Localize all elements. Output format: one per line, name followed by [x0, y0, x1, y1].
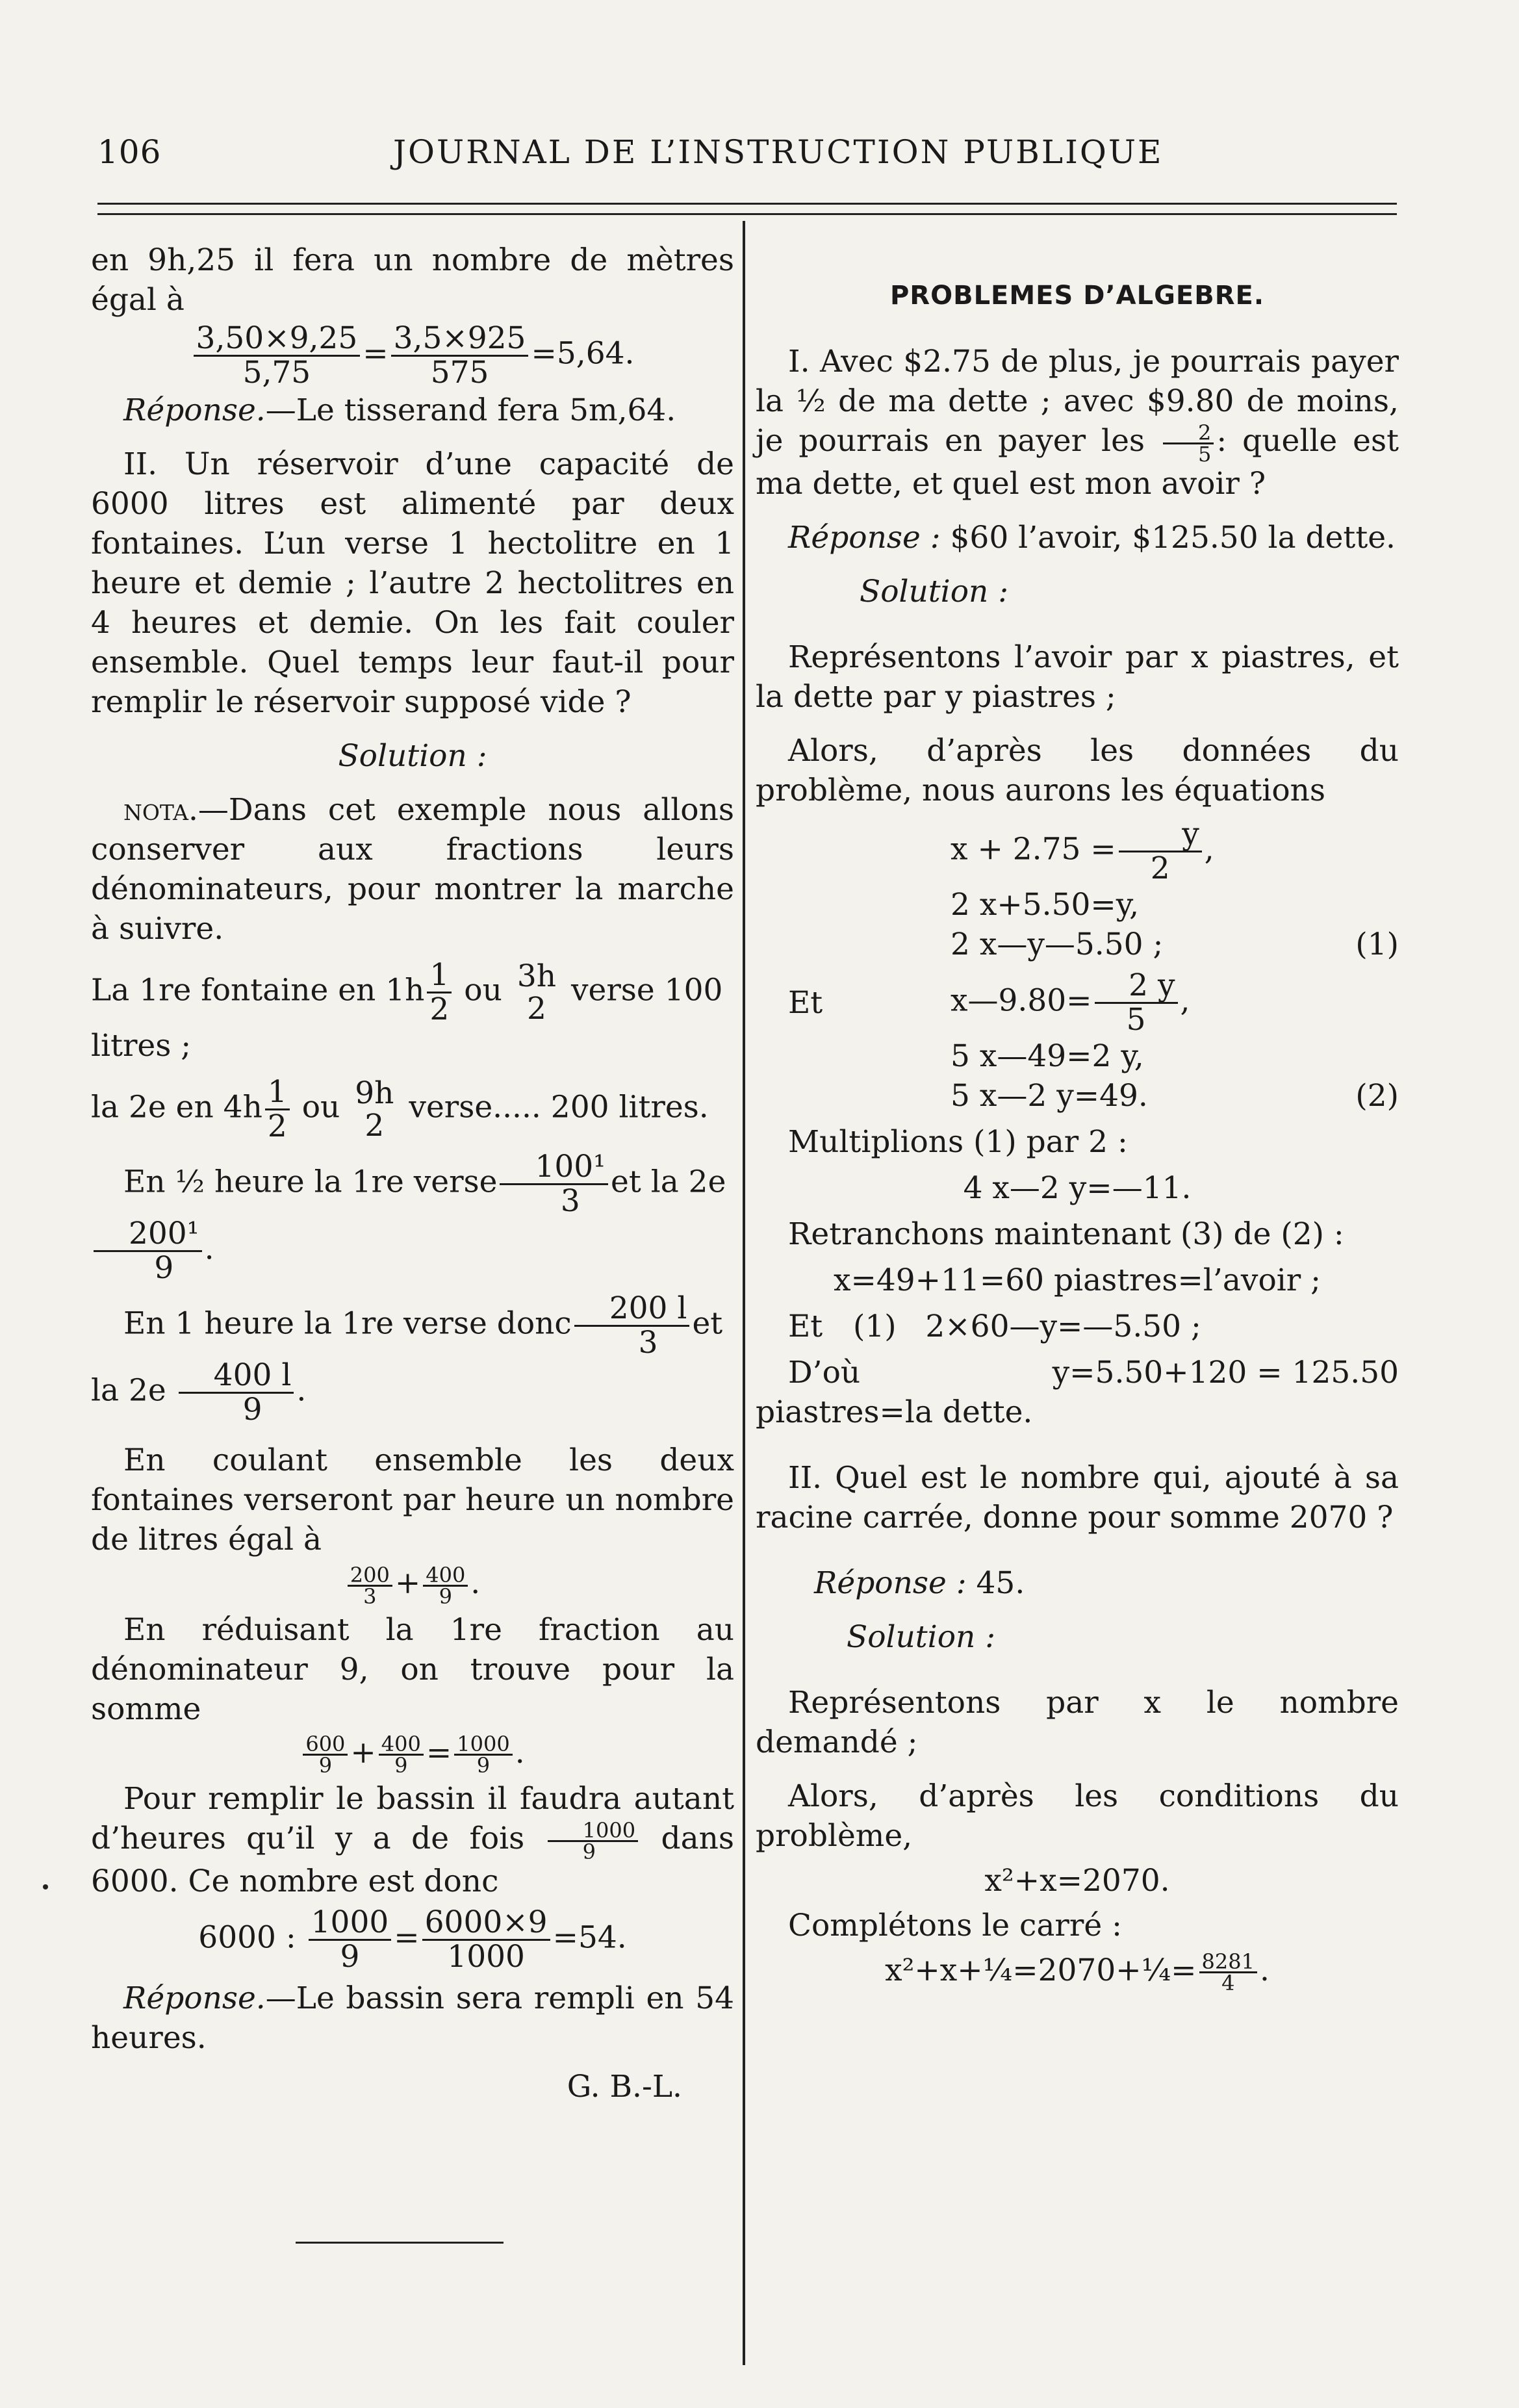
fraction: 3h 2	[517, 958, 556, 1027]
paragraph: Multiplions (1) par 2 :	[788, 1123, 1128, 1160]
equation-number: (1)	[1355, 926, 1399, 962]
equation: x=49+11=60 piastres=l’avoir ;	[833, 1262, 1321, 1298]
line: piastres=la dette.	[756, 1394, 1033, 1430]
column-divider	[743, 221, 745, 2365]
fraction: $\frac{200}{3}$	[348, 1565, 392, 1606]
fraction: $\frac{\text{200¹}}{9}$	[94, 1218, 202, 1285]
fraction: $\frac{1000}{9}$	[548, 1821, 638, 1862]
fraction: $\frac{2 y}{5}$	[1095, 969, 1178, 1036]
fraction: $\frac{1000}{9}$	[454, 1734, 512, 1775]
fraction: $\frac{1}{2}$	[265, 1076, 290, 1143]
problem-statement: I. Avec $2.75 de plus, je pourrais payer la ½ de ma dette ; avec $9.80 de moins, je pourrais en payer les $\frac{2}{5}$ : quelle est ma dette, et quel est mon avoir ?	[756, 344, 1399, 502]
paragraph: En coulant ensemble les deux fontaines verseront par heure un nombre de litres égal à	[91, 1442, 734, 1557]
signature: G. B.-L.	[567, 2068, 682, 2105]
solution-heading: Solution :	[847, 1619, 996, 1655]
equation-row: 5 x—49=2 y,	[951, 1038, 1144, 1074]
running-title: JOURNAL DE L’INSTRUCTION PUBLIQUE	[393, 133, 1164, 171]
answer: Réponse : 45.	[814, 1565, 1025, 1601]
problem-statement: II. Un réservoir d’une capacité de 6000 litres est alimenté par deux fontaines. L’un verse 1 hectolitre en 1 heure et demie ; l’autre 2 hectolitres en 4 heures et demie. On les fait couler ensemble. Quel temps leur faut-il pour remplir le réservoir supposé vide ?	[91, 446, 734, 720]
fraction: $\frac{\text{100¹}}{3}$	[500, 1151, 608, 1218]
equation: 6000 : $\frac{1000}{9}$ = $\frac{6000\times 9}{1000}$ =54.	[198, 1904, 627, 1975]
problem-statement: II. Quel est le nombre qui, ajouté à sa racine carrée, donne pour somme 2070 ?	[756, 1459, 1399, 1535]
paragraph: Représentons par x le nombre demandé ;	[756, 1684, 1399, 1760]
equation: $\frac{3,50\times 9,25}{5,75}$ = $\frac{3,5\times 925}{575}$ =5,64.	[91, 322, 734, 389]
page-number: 106	[97, 133, 162, 171]
answer: Réponse.—Le bassin sera rempli en 54 heures.	[91, 1980, 734, 2056]
solution-heading: Solution :	[338, 738, 487, 774]
fraction: $\frac{1000}{9}$	[309, 1906, 392, 1973]
equation: $\frac{600}{9}$ + $\frac{400}{9}$ = $\frac{1000}{9}$ .	[91, 1733, 734, 1776]
fraction: $\frac{3,5\times 925}{575}$	[391, 322, 529, 389]
end-rule	[296, 2242, 504, 2244]
fraction: $\frac{400 l}{9}$	[179, 1359, 294, 1426]
right-column	[756, 276, 1399, 1993]
fraction: $\frac{3,50\times 9,25}{5,75}$	[194, 322, 361, 389]
left-column	[91, 240, 734, 2107]
fraction: $\frac{2}{5}$	[1163, 423, 1214, 464]
equation-row: 5 x—2 y=49. (2)	[756, 1076, 1399, 1116]
equation-row: 2 x+5.50=y,	[951, 886, 1140, 923]
paragraph: Complétons le carré :	[788, 1907, 1122, 1943]
paragraph: Alors, d’après les conditions du problème,	[756, 1778, 1399, 1854]
fraction: 9h 2	[355, 1075, 394, 1144]
note: nota.—Dans cet exemple nous allons conserver aux fractions leurs dénominateurs, pour montrer la marche à suivre.	[91, 792, 734, 947]
solution-heading: Solution :	[860, 573, 1009, 609]
paragraph: Représentons l’avoir par x piastres, et la dette par y piastres ;	[756, 639, 1399, 715]
line: En ½ heure la 1re verse $\frac{\text{100¹}}{3}$ et la 2e $\frac{\text{200¹}}{9}$ .	[91, 1151, 734, 1285]
equation-row: Et x—9.80= $\frac{2 y}{5}$ ,	[788, 967, 1190, 1038]
paragraph: Alors, d’après les données du problème, nous aurons les équations	[756, 732, 1399, 808]
fraction: $\frac{400}{9}$	[423, 1565, 468, 1606]
fraction: $\frac{600}{9}$	[303, 1734, 348, 1775]
fraction: $\frac{1}{2}$	[427, 959, 452, 1026]
equation: x²+x=2070.	[984, 1862, 1170, 1899]
fraction: $\frac{6000\times 9}{1000}$	[422, 1906, 550, 1973]
equation-row: Et (1) 2×60—y=—5.50 ;	[788, 1308, 1201, 1344]
equation: x²+x+¼=2070+¼= $\frac{8281}{4}$ .	[885, 1949, 1270, 1995]
equation-row: 2 x—y—5.50 ; (1)	[756, 925, 1399, 964]
equation: 4 x—2 y=—11.	[963, 1170, 1192, 1206]
fraction: $\frac{400}{9}$	[379, 1734, 424, 1775]
fraction: $\frac{200 l}{3}$	[574, 1292, 690, 1359]
equation-number: (2)	[1355, 1077, 1399, 1114]
header-rule-top	[97, 203, 1397, 205]
margin-dot	[43, 1884, 48, 1889]
paragraph: Pour remplir le bassin il faudra autant d’heures qu’il y a de fois $\frac{1000}{9}$ dans 6000. Ce nombre est donc	[91, 1781, 734, 1899]
line: La 1re fontaine en 1h $\frac{1}{2}$ ou 3h 2 verse 100 litres ;	[91, 957, 723, 1064]
section-title: PROBLEMES D’ALGEBRE.	[889, 281, 1265, 311]
line: la 2e en 4h $\frac{1}{2}$ ou 9h 2 verse..... 200 litres.	[91, 1074, 709, 1144]
header-rule-bottom	[97, 213, 1397, 215]
answer: Réponse : $60 l’avoir, $125.50 la dette.	[788, 519, 1396, 556]
equation-row: D’où y=5.50+120 = 125.50	[788, 1354, 1399, 1390]
paragraph: En réduisant la 1re fraction au dénominateur 9, on trouve pour la somme	[91, 1611, 734, 1727]
paragraph: en 9h,25 il fera un nombre de mètres égal à	[91, 242, 734, 318]
equation: $\frac{200}{3}$ + $\frac{400}{9}$ .	[91, 1563, 734, 1606]
fraction: $\frac{8281}{4}$	[1199, 1952, 1257, 1993]
equation-row: x + 2.75 = $\frac{y}{2}$ ,	[951, 815, 1214, 886]
answer: Réponse.—Le tisserand fera 5m,64.	[123, 392, 676, 428]
fraction: $\frac{y}{2}$	[1119, 818, 1202, 885]
paragraph: Retranchons maintenant (3) de (2) :	[788, 1216, 1344, 1252]
line: En 1 heure la 1re verse donc $\frac{200 l}{3}$ et la 2e $\frac{400 l}{9}$ .	[91, 1290, 723, 1428]
